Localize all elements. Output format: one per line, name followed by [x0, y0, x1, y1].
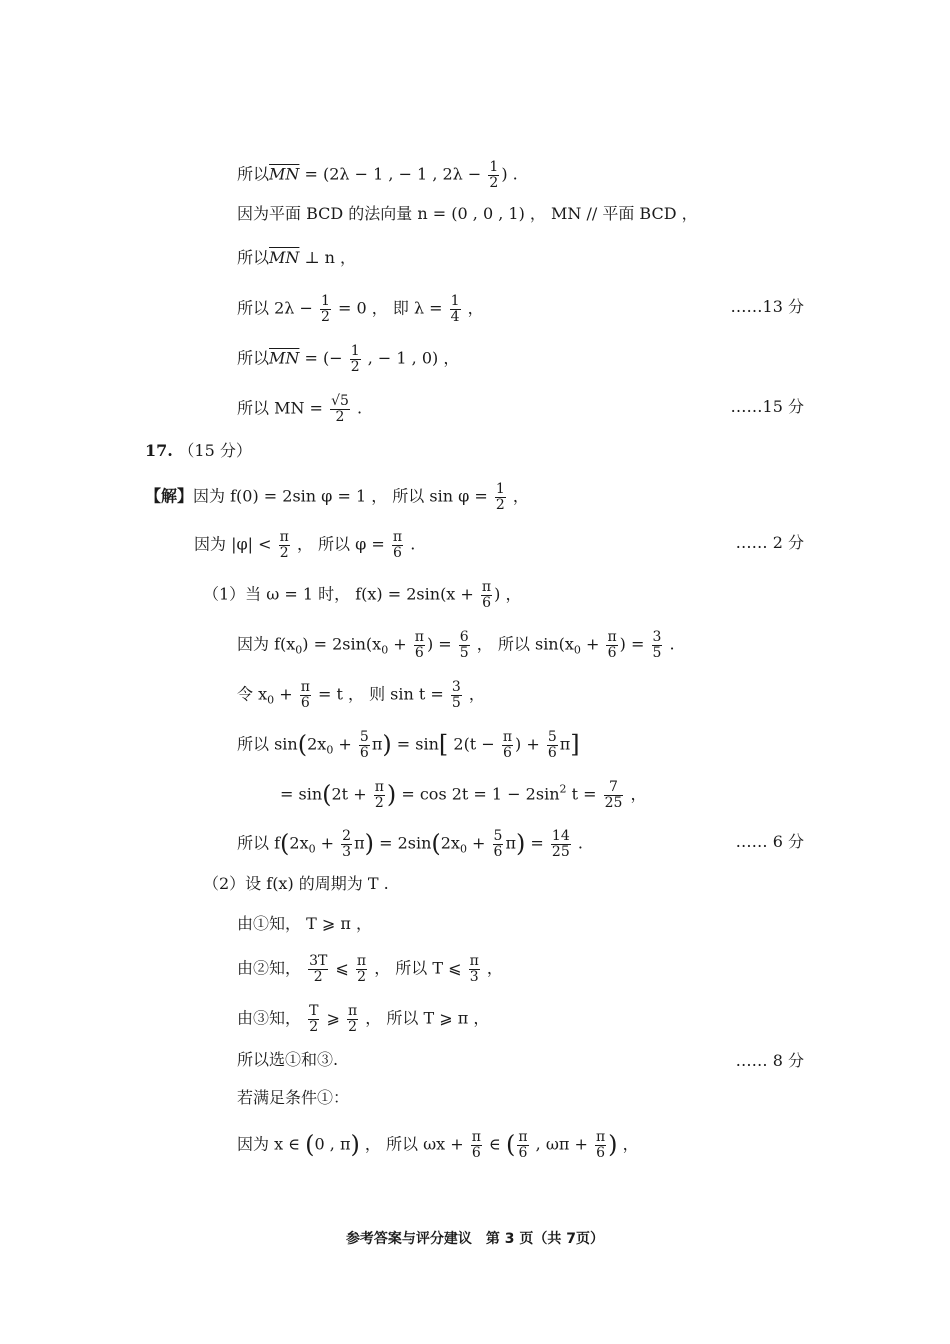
part1-line-5: = sin(2t + $\frac{\pi}{2}$ ) = $\cos 2t = 1 - 2\sin^2$ t = $\frac{7}{25}$ ， [280, 779, 647, 811]
line-perpendicular: 所以$\overline{MN}$ ⊥ n ， [237, 248, 357, 267]
line-mn-length: 所以 MN = $\frac{√5}{2}$ . [237, 393, 363, 425]
score-8: …… 8 分 [735, 1051, 804, 1070]
part1-line-4: 所以 $\sin(2x_0$ + $\frac{5}{6}$ π) = sin[ 2(t − $\frac{\pi}{6}$ ) + $\frac{5}{6}$ π] [237, 729, 580, 761]
line-mn-vector: 所以$\overline{MN} = (2\lambda - 1$ , − 1 , 2λ − $\frac{1}{2}$ ) . [237, 159, 518, 191]
part2-line-1: （2）设 f(x) 的周期为 T . [203, 874, 389, 893]
part1-line-6: 所以 $f(2x_0$ + $\frac{2}{3}$ $\pi) = 2\sin(2x_0$ + $\frac{5}{6}$ π) = $\frac{14}{25}$ . [237, 828, 583, 860]
part2-line-6: 若满足条件①： [237, 1088, 350, 1107]
score-6: …… 6 分 [735, 832, 804, 851]
part2-line-2: 由①知， T ⩾ π ， [237, 914, 372, 933]
part2-line-5: 所以选①和③. [237, 1050, 339, 1069]
page-footer: 参考答案与评分建议 第 3 页（共 7页） [345, 1231, 605, 1247]
part1-line-2: 因为 $f(x_0) = 2\sin(x_0$ + $\frac{\pi}{6}$ ) = $\frac{6}{5}$ ， 所以 $\sin(x_0$ + $\frac{\pi}{6}$ ) = $\frac{3}{5}$ . [237, 629, 675, 661]
score-13: ……13 分 [730, 297, 804, 316]
part1-line-3: 令 $x_0$ + $\frac{\pi}{6}$ = t ， 则 sin t = $\frac{3}{5}$ ， [237, 679, 485, 711]
line-normal-vector: 因为平面 BCD 的法向量 n = (0 , 0 , 1) ， MN // 平面 BCD ， [237, 204, 698, 223]
line-mn-result: 所以$\overline{MN}$ = (− $\frac{1}{2}$ , − 1 , 0) ， [237, 343, 460, 375]
score-15: ……15 分 [730, 397, 804, 416]
solution-line-1: 【解】因为 f(0) = 2sin φ = 1 ， 所以 sin φ = $\frac{1}{2}$ ， [145, 481, 529, 513]
score-2: …… 2 分 [735, 533, 804, 552]
question-17-heading: 17. （15 分） [145, 441, 252, 460]
part2-line-4: 由③知， $\frac{T}{2}$ ⩾ $\frac{\pi}{2}$ ， 所以 T ⩾ π ， [237, 1003, 490, 1035]
part2-line-3: 由②知， $\frac{3T}{2}$ ⩽ $\frac{\pi}{2}$ ， 所以 T ⩽ $\frac{\pi}{3}$ ， [237, 953, 503, 985]
part1-line-1: （1）当 ω = 1 时， f(x) = 2sin(x + $\frac{\pi}{6}$ ) ， [203, 579, 522, 611]
line-lambda: 所以 2λ − $\frac{1}{2}$ = 0 ， 即 λ = $\frac{1}{4}$ ， [237, 293, 484, 325]
part2-line-7: 因为 x ∈ (0 , π) ， 所以 ωx + $\frac{\pi}{6}$ ∈ ( $\frac{\pi}{6}$ , ωπ + $\frac{\pi}{6}$ ) ， [237, 1129, 639, 1161]
solution-line-2: 因为 |φ| < $\frac{\pi}{2}$ ， 所以 φ = $\frac{\pi}{6}$ . [194, 529, 416, 561]
